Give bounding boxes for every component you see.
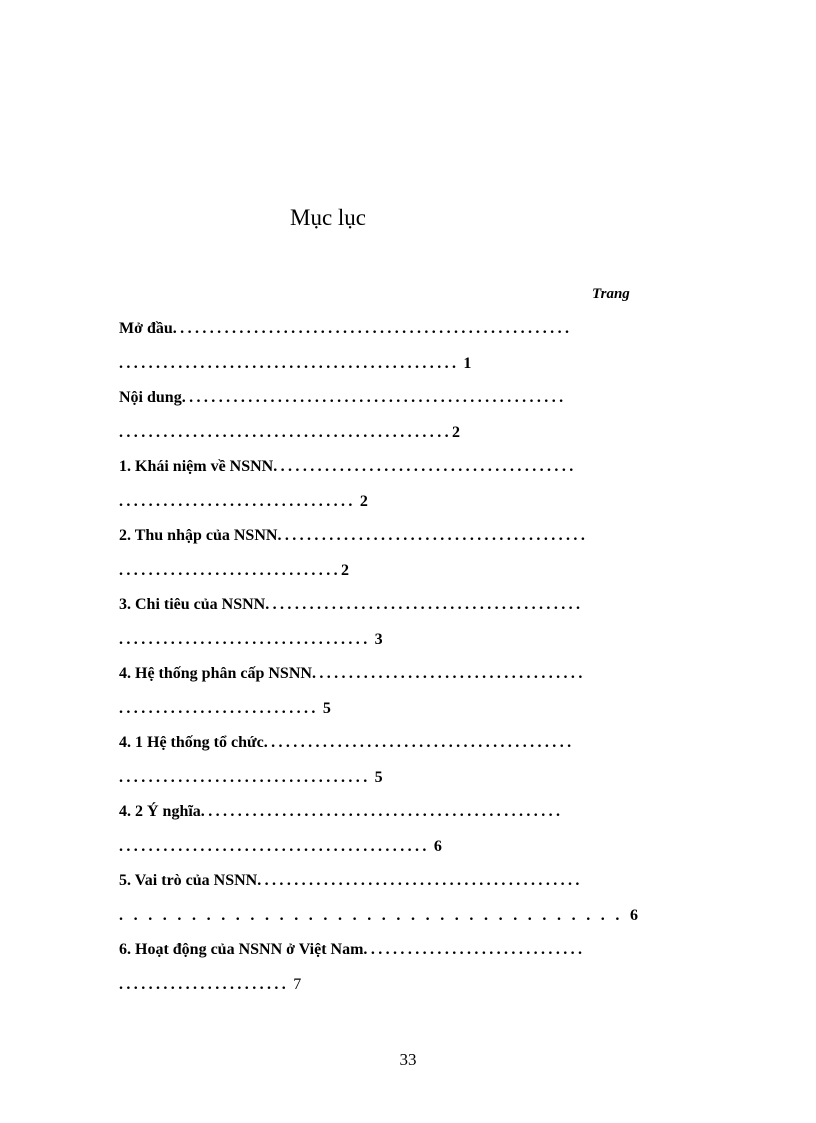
toc-entry-title: Nội dung bbox=[119, 389, 182, 406]
toc-entry-page: 1 bbox=[463, 354, 472, 372]
toc-leader-dots: ............................................. bbox=[119, 423, 452, 441]
toc-leader-dots: .............................. bbox=[119, 561, 341, 579]
footer-page-number: 33 bbox=[399, 1050, 417, 1069]
toc-entry-title: 4. Hệ thống phân cấp NSNN bbox=[119, 665, 312, 682]
toc-entry-page-line bbox=[119, 968, 697, 1003]
toc-entry-title-line bbox=[119, 657, 697, 692]
toc-entry-page: 2 bbox=[341, 561, 349, 579]
toc-entry-title-line bbox=[119, 381, 697, 416]
toc-leader-dots: ........................... bbox=[119, 699, 319, 717]
toc-leader-dots: .......................................... bbox=[277, 527, 589, 544]
toc-leader-dots: ........................................... bbox=[265, 596, 584, 613]
toc-entry-title-line bbox=[119, 933, 697, 968]
toc-entry-title: 5. Vai trò của NSNN bbox=[119, 872, 258, 889]
toc-entry-title-line bbox=[119, 450, 697, 485]
toc-leader-dots: ......................................... bbox=[273, 458, 577, 475]
toc-leader-dots: ....................... bbox=[119, 975, 290, 993]
toc-leader-dots: .................................................... bbox=[181, 389, 567, 406]
toc-entry-title-line bbox=[119, 519, 697, 554]
toc-leader-dots: ................................................. bbox=[200, 803, 564, 820]
toc-entry-title: Mở đầu bbox=[119, 320, 173, 337]
toc-entry-page: 6 bbox=[630, 906, 638, 924]
toc-entry-title: 2. Thu nhập của NSNN bbox=[119, 527, 278, 544]
toc-entry-page-line bbox=[119, 416, 697, 451]
toc-leader-dots: ..................................... bbox=[311, 665, 586, 682]
toc-entry-title: 1. Khái niệm về NSNN bbox=[119, 458, 274, 475]
toc-entry-page-line bbox=[119, 623, 697, 658]
toc-entry-page-line bbox=[119, 761, 697, 796]
toc-leader-dots: ................................ bbox=[119, 492, 356, 510]
toc-entry-page-line bbox=[119, 554, 697, 589]
toc-leader-dots: .......................................... bbox=[263, 734, 575, 751]
toc-entry-page: 7 bbox=[293, 975, 302, 993]
toc-entry-title: 4. 2 Ý nghĩa bbox=[119, 803, 201, 820]
toc-leader-dots: .............................. bbox=[363, 941, 586, 958]
toc-leader-dots: ................................... bbox=[119, 906, 630, 924]
table-of-contents bbox=[119, 312, 697, 1002]
toc-entry-page-line bbox=[119, 830, 697, 865]
toc-entry-page: 6 bbox=[433, 837, 442, 855]
toc-leader-dots: ............................................ bbox=[257, 872, 583, 889]
toc-entry-title-line bbox=[119, 795, 697, 830]
toc-entry-title: 6. Hoạt động của NSNN ở Việt Nam bbox=[119, 941, 364, 958]
toc-entry-page-line bbox=[119, 899, 697, 934]
toc-entry-page: 2 bbox=[452, 423, 460, 441]
toc-entry-page-line bbox=[119, 692, 697, 727]
toc-entry-page: 5 bbox=[322, 699, 331, 717]
toc-entry-title-line bbox=[119, 864, 697, 899]
toc-entry-page: 5 bbox=[374, 768, 383, 786]
toc-leader-dots: .................................. bbox=[119, 768, 371, 786]
toc-entry-page: 2 bbox=[359, 492, 368, 510]
toc-entry-title-line bbox=[119, 312, 697, 347]
toc-leader-dots: .................................. bbox=[119, 630, 371, 648]
toc-entry-title: 4. 1 Hệ thống tổ chức bbox=[119, 734, 264, 751]
toc-leader-dots: .............................................. bbox=[119, 354, 460, 372]
toc-entry-title-line bbox=[119, 588, 697, 623]
toc-entry-page-line bbox=[119, 347, 697, 382]
toc-entry-title-line bbox=[119, 726, 697, 761]
toc-entry-page: 3 bbox=[374, 630, 383, 648]
toc-leader-dots: .......................................... bbox=[119, 837, 430, 855]
toc-entry-title: 3. Chi tiêu của NSNN bbox=[119, 596, 266, 613]
toc-leader-dots: ...................................................... bbox=[172, 320, 573, 337]
page-column-label: Trang bbox=[592, 286, 630, 302]
toc-entry-page-line bbox=[119, 485, 697, 520]
toc-heading: Mục lục bbox=[290, 205, 367, 230]
